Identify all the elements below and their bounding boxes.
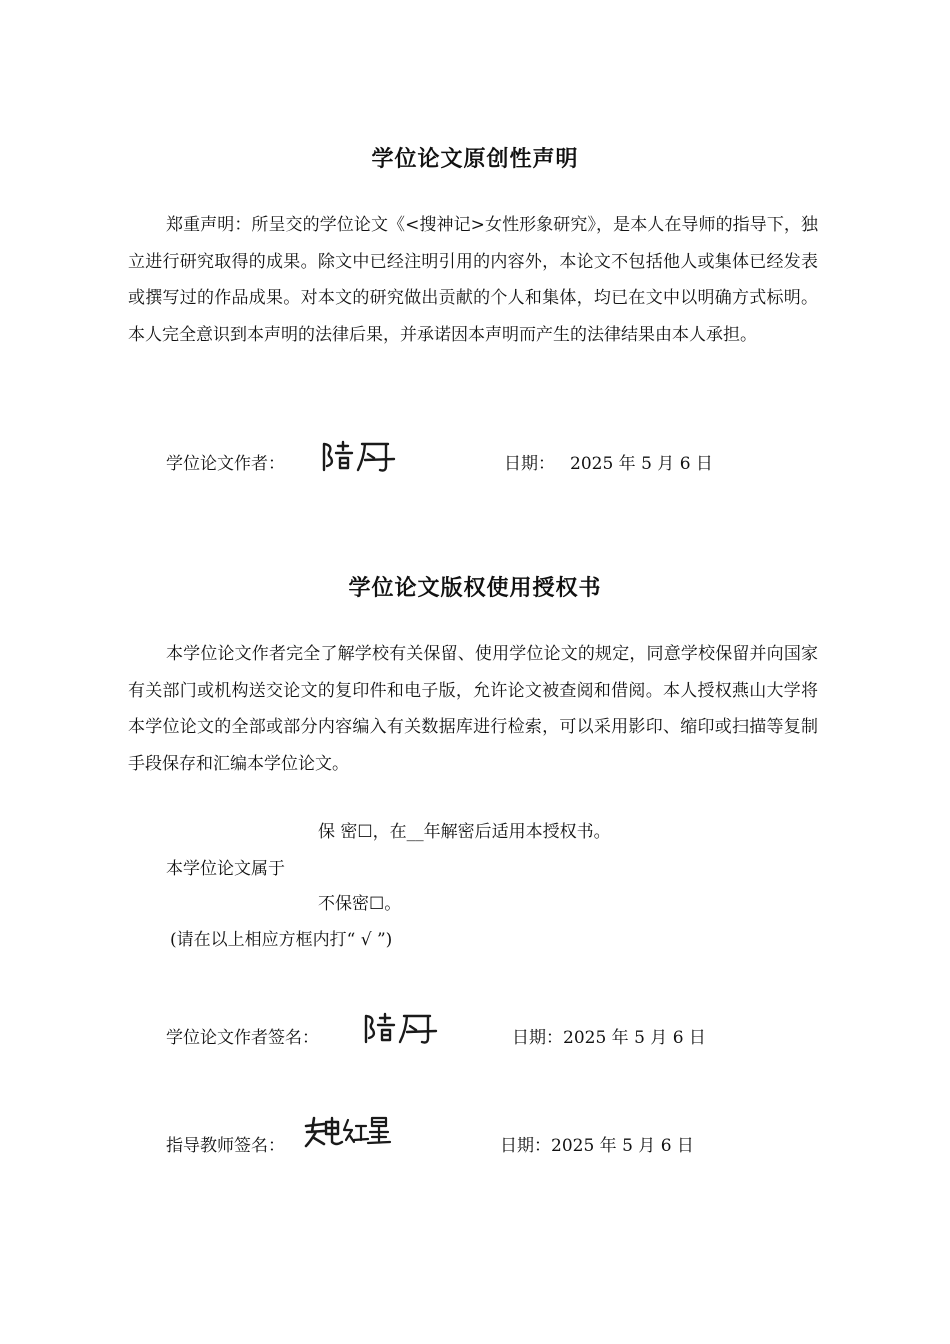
authorization-title: 学位论文版权使用授权书 xyxy=(348,576,602,601)
advisor-sign-label: 指导教师签名： xyxy=(166,1136,285,1156)
declaration-title: 学位论文原创性声明 xyxy=(371,147,579,172)
declaration-author-label: 学位论文作者： xyxy=(166,454,285,474)
author-signature xyxy=(358,1008,442,1050)
authorization-body: 本学位论文作者完全了解学校有关保留、使用学位论文的规定，同意学校保留并向国家有关部门或机构送交论文的复印件和电子版，允许论文被查阅和借阅。本人授权燕山大学将本学位论文的全部或部分内容编入有关数据库进行检索，可以采用影印、缩印或扫描等复制手段保存和汇编本学位论文。 xyxy=(128,644,818,774)
declaration-author-signature xyxy=(318,436,398,478)
declaration-date-label: 日期： xyxy=(504,454,555,474)
advisor-signature xyxy=(302,1112,392,1152)
checkbox-instruction: (请在以上相应方框内打“ √ ”) xyxy=(170,930,393,950)
option-public: 不保密☐。 xyxy=(318,894,402,914)
belongs-label: 本学位论文属于 xyxy=(166,859,285,879)
option-secret: 保 密☐，在__年解密后适用本授权书。 xyxy=(318,822,611,842)
declaration-body: 郑重声明：所呈交的学位论文《<搜神记>女性形象研究》，是本人在导师的指导下，独立进行研究取得的成果。除文中已经注明引用的内容外，本论文不包括他人或集体已经发表或撰写过的作品成果。对本文的研究做出贡献的个人和集体，均已在文中以明确方式标明。本人完全意识到本声明的法律后果，并承诺因本声明而产生的法律结果由本人承担。 xyxy=(128,215,818,345)
author-sign-date: 日期：2025 年 5 月 6 日 xyxy=(512,1028,706,1048)
advisor-sign-date: 日期：2025 年 5 月 6 日 xyxy=(500,1136,694,1156)
declaration-date: 2025 年 5 月 6 日 xyxy=(570,454,713,474)
author-sign-label: 学位论文作者签名： xyxy=(166,1028,319,1048)
